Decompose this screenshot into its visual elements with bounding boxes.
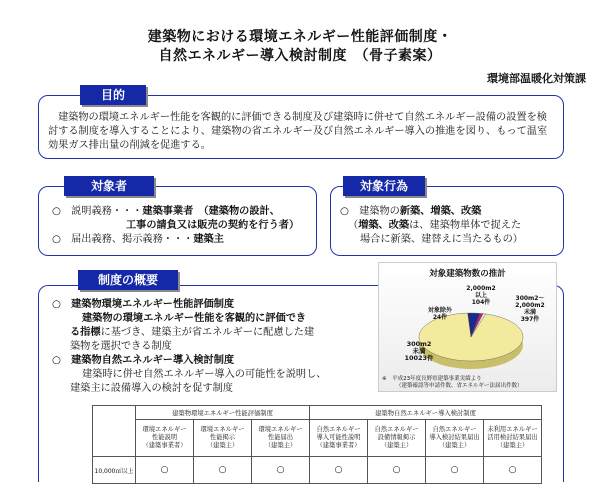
purpose-tag: 目的 xyxy=(80,85,146,105)
table-cell: ○ xyxy=(252,457,310,484)
table-col-header: 環境エネルギー 性能掲示 （建築主） xyxy=(194,420,252,457)
chart-note: ※ 平成23年度長野県建築事業実績より （建築確認等申請件数、省エネルギー法届出件数） xyxy=(382,376,523,389)
building-count-chart xyxy=(378,262,557,392)
system-table xyxy=(92,405,542,484)
table-col-header: 環境エネルギー 性能届出 （建築主） xyxy=(252,420,310,457)
row-label: 10,000㎡以上 xyxy=(93,457,136,484)
target-person-list: ○ 説明義務・・・建築事業者 （建築物の設計、 工事の請負又は販売の契約を行う者） ○ 届出義務、掲示義務・・・建築主 xyxy=(52,206,300,245)
table-row xyxy=(93,457,542,484)
table-cell: ○ xyxy=(484,457,542,484)
table-col-header: 自然エネルギー 導入検討結果届出 （建築主） xyxy=(426,420,484,457)
table-cell: ○ xyxy=(426,457,484,484)
purpose-text: 建築物の環境エネルギー性能を客観的に評価できる制度及び建築時に併せて自然エネルギー設備の設置を検討する制度を導入することにより、建築物の省エネルギー及び自然エネルギー導入の推進を図り、もって温室効果ガス排出量の削減を促進する。 xyxy=(48,112,548,151)
table-group1-header: 建築物環境エネルギー性能評価制度 xyxy=(136,406,310,420)
label-under300: 300m2 未満 10023件 xyxy=(404,340,434,362)
table-col-header: 自然エネルギー 設備情報掲示 （建築主） xyxy=(368,420,426,457)
overview-text: ○ 建築物環境エネルギー性能評価制度 建築物の環境エネルギー性能を客観的に評価でき る指標に基づき、建築主が省エネルギーに配慮した建 築物を選択できる制度 ○ 建築物自然エネルギー導入検討制度 建築時に併せ自然エネルギー導入の可能性を説明し、 建築主に設備導入の検討を促す制度 xyxy=(52,299,327,394)
table-col-header: 環境エネルギー 性能説明 （建築事業者） xyxy=(136,420,194,457)
pie-chart xyxy=(379,263,556,391)
label-excluded: 対象除外 24件 xyxy=(427,307,452,321)
target-action-tag: 対象行為 xyxy=(343,176,425,196)
table-cell: ○ xyxy=(136,457,194,484)
target-action-text: ○ 建築物の新築、増築、改築 （増築、改築は、建築物単体で捉えた 場合に新築、建替えに当たるもの） xyxy=(340,206,523,245)
table-cell: ○ xyxy=(194,457,252,484)
table-cell: ○ xyxy=(310,457,368,484)
table-col-header: 未利用エネルギー 活用検討結果届出 （建築主） xyxy=(484,420,542,457)
table-corner xyxy=(93,406,136,457)
table-col-header: 自然エネルギー 導入可能性説明 （建築事業者） xyxy=(310,420,368,457)
table-cell: ○ xyxy=(368,457,426,484)
table-group2-header: 建築物自然エネルギー導入検討制度 xyxy=(310,406,542,420)
overview-tag: 制度の概要 xyxy=(78,270,178,290)
page-title-line1: 建築物における環境エネルギー性能評価制度・ xyxy=(147,29,453,45)
chart-title: 対象建築物数の推計 xyxy=(429,269,506,279)
department-label: 環境部温暖化対策課 xyxy=(487,72,586,85)
label-300-2000: 300m2〜 2,000m2 未満 397件 xyxy=(515,295,545,323)
target-person-tag: 対象者 xyxy=(64,176,154,196)
page-title-line2: 自然エネルギー導入検討制度 （骨子素案） xyxy=(158,48,442,64)
label-over2000: 2,000m2 以上 104件 xyxy=(466,285,496,306)
